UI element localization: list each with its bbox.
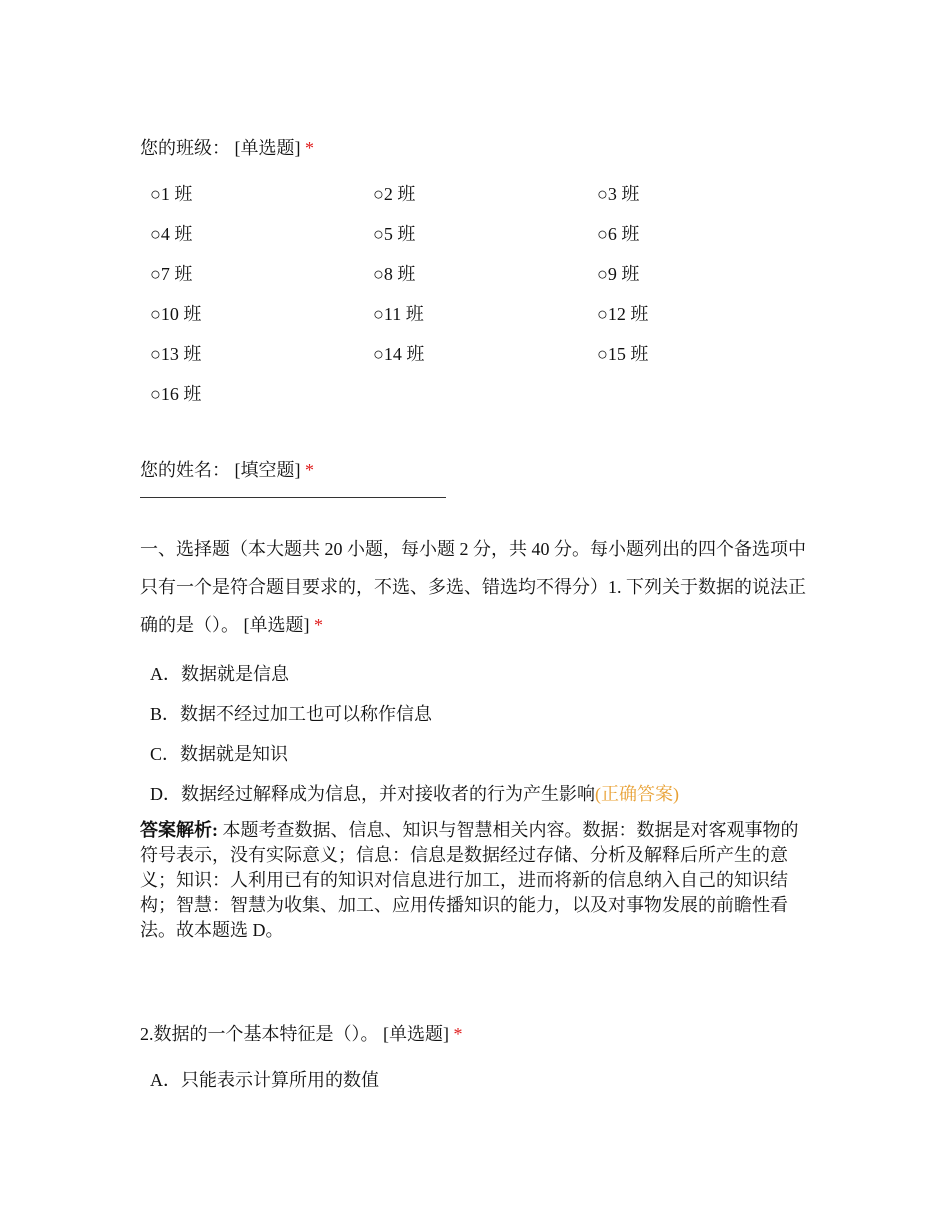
q2-option-a[interactable]: A．只能表示计算所用的数值 [150,1070,379,1090]
class-option-10[interactable]: ○10 班 [150,304,202,324]
class-option-3[interactable]: ○3 班 [597,184,640,204]
class-option-1[interactable]: ○1 班 [150,184,193,204]
required-marker: * [453,1024,463,1044]
q1-option-a[interactable]: A．数据就是信息 [150,664,289,684]
class-option-2[interactable]: ○2 班 [373,184,416,204]
q1-type: [单选题] [243,615,310,635]
q1-analysis [140,818,812,943]
q2-title [140,1020,463,1046]
class-option-11[interactable]: ○11 班 [373,304,424,324]
q1-title [140,530,812,644]
analysis-text: 本题考查数据、信息、知识与智慧相关内容。数据：数据是对客观事物的符号表示，没有实际意义；信息：信息是数据经过存储、分析及解释后所产生的意义；知识：人利用已有的知识对信息进行加工，进而将新的信息纳入自己的知识结构；智慧：智慧为收集、加工、应用传播知识的能力，以及对事物发展的前瞻性看法。故本题选 D。 [140,820,799,940]
required-marker: * [305,138,314,158]
q1-option-c[interactable]: C．数据就是知识 [150,744,289,764]
class-option-14[interactable]: ○14 班 [373,344,425,364]
class-option-16[interactable]: ○16 班 [150,384,202,404]
class-question-type: [单选题] [234,138,301,158]
name-question-title [140,456,314,482]
name-input-line[interactable] [140,496,446,498]
class-option-8[interactable]: ○8 班 [373,264,416,284]
name-question-label: 您的姓名： [140,460,230,480]
class-option-13[interactable]: ○13 班 [150,344,202,364]
analysis-label: 答案解析: [140,820,218,840]
class-option-4[interactable]: ○4 班 [150,224,193,244]
class-question-label: 您的班级： [140,138,230,158]
class-option-12[interactable]: ○12 班 [597,304,649,324]
class-option-7[interactable]: ○7 班 [150,264,193,284]
q2-type: [单选题] [383,1024,449,1044]
correct-answer-mark: (正确答案) [595,784,679,804]
q2-text: 2.数据的一个基本特征是（）。 [140,1024,379,1044]
q1-option-d[interactable]: D．数据经过解释成为信息，并对接收者的行为产生影响 [150,784,595,804]
class-option-15[interactable]: ○15 班 [597,344,649,364]
required-marker: * [305,460,314,480]
class-question-title [140,134,314,160]
name-question-type: [填空题] [234,460,301,480]
q1-text: 一、选择题（本大题共 20 小题，每小题 2 分，共 40 分。每小题列出的四个备选项中只有一个是符合题目要求的，不选、多选、错选均不得分）1. 下列关于数据的说法正确的是（）。 [140,539,806,635]
class-option-5[interactable]: ○5 班 [373,224,416,244]
q1-option-b[interactable]: B．数据不经过加工也可以称作信息 [150,704,433,724]
class-option-9[interactable]: ○9 班 [597,264,640,284]
class-option-6[interactable]: ○6 班 [597,224,640,244]
q1-option-d-row [150,780,679,806]
required-marker: * [314,615,323,635]
